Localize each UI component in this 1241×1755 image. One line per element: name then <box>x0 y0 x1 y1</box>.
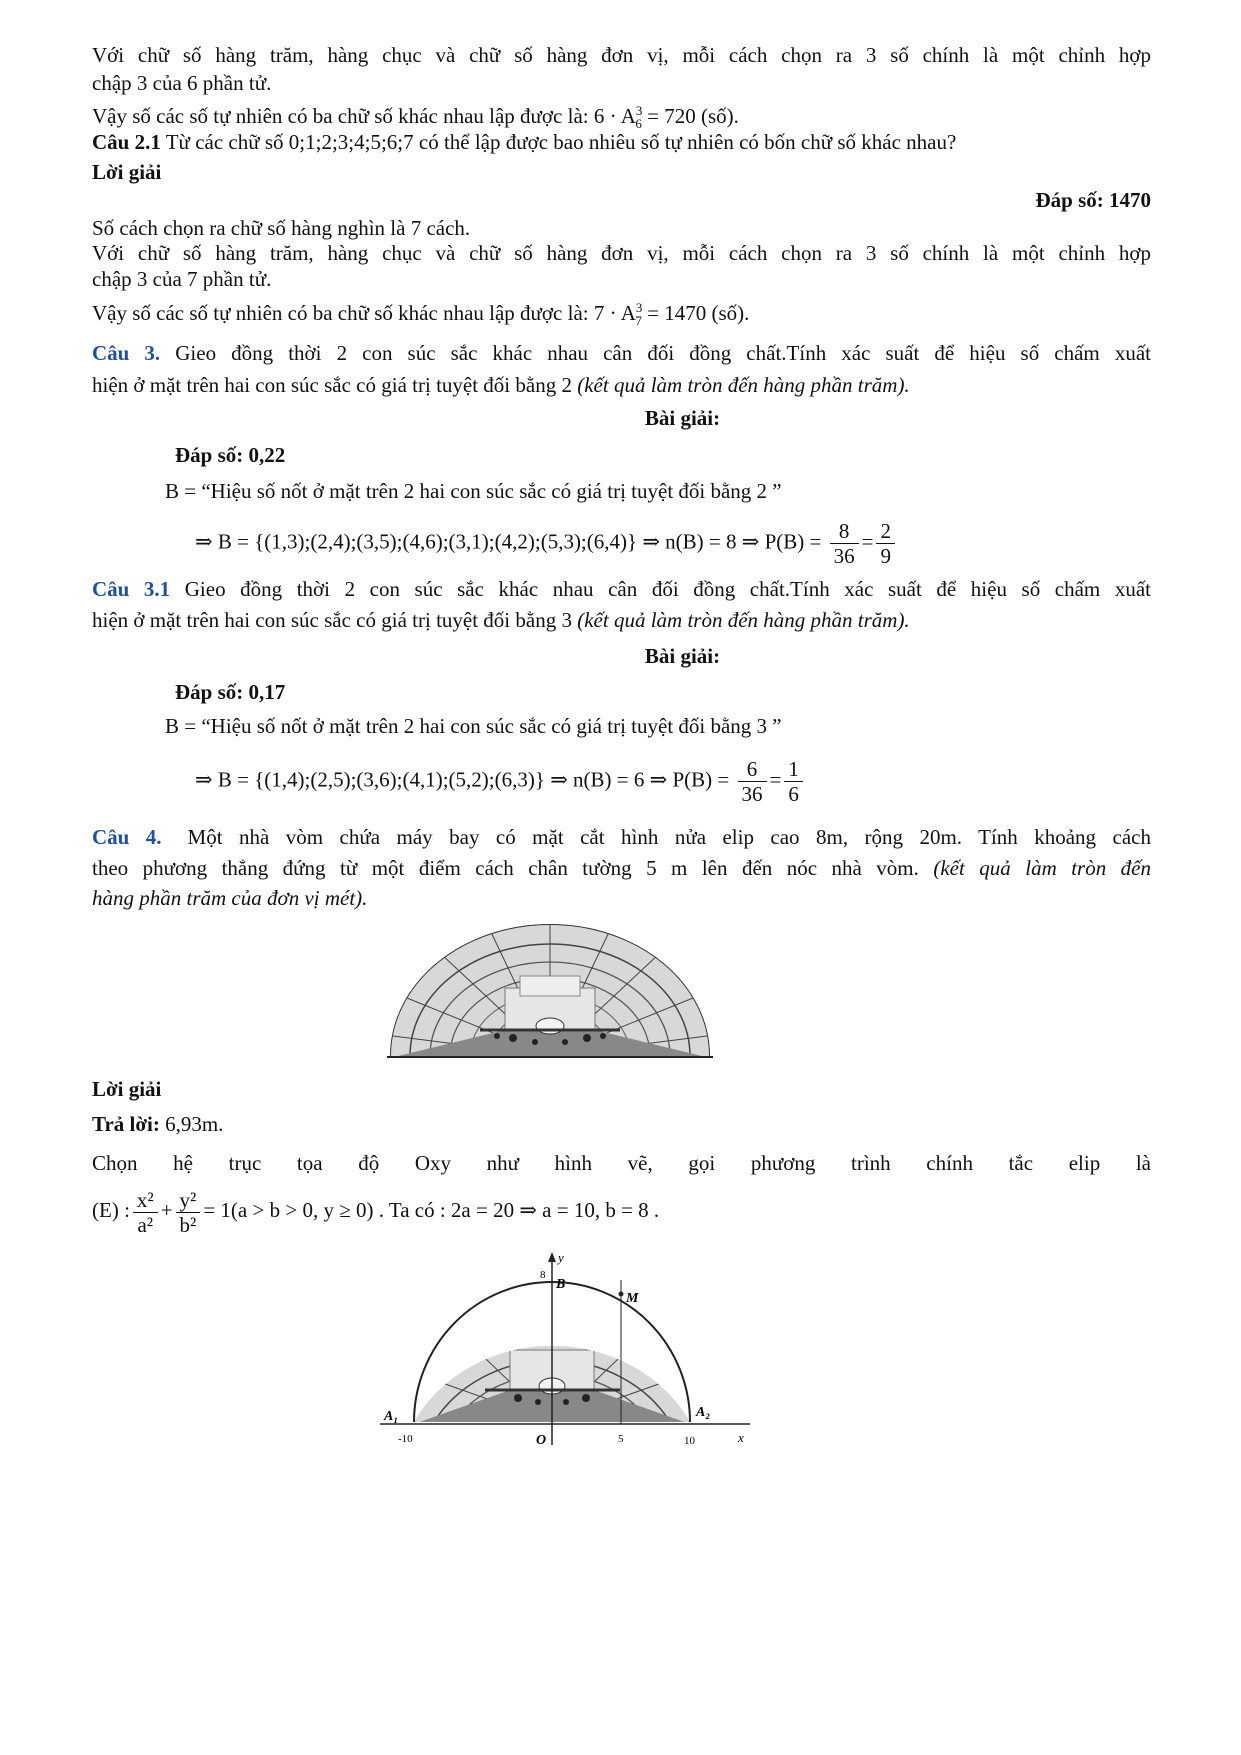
text-line: chập 3 của 6 phần tử. <box>92 71 272 95</box>
answer-value: 6,93m. <box>159 1112 224 1136</box>
x-tick-5: 5 <box>618 1433 624 1445</box>
y-axis-label: y <box>558 1250 564 1265</box>
question-label: Câu 3. <box>92 341 161 365</box>
italic-note: (kết quả làm tròn đến hàng phần trăm). <box>577 373 910 397</box>
text-line <box>92 855 1151 881</box>
question-3 <box>92 340 1151 366</box>
fraction: $\frac{1}{6}$ <box>784 757 803 806</box>
italic-note: (kết quả làm tròn đến hàng phần trăm). <box>577 608 910 632</box>
text-span: theo phương thẳng đứng từ một điểm cách chân tường 5 m lên đến nóc nhà vòm. <box>92 856 934 880</box>
answer-line <box>92 1111 223 1137</box>
text-line: Với chữ số hàng trăm, hàng chục và chữ số hàng đơn vị, mỗi cách chọn ra 3 số chính là một chỉnh hợp <box>92 43 1151 67</box>
math-sub: 7 <box>635 313 642 329</box>
math: = 720 (số). <box>641 104 739 128</box>
answer: Đáp số: 1470 <box>1035 188 1151 212</box>
math: = 1(a > b > 0, y ≥ 0) . Ta có : 2a = 20 ⇒ a = 10, b = 8 . <box>203 1198 660 1222</box>
fraction: $\frac{\text{x²}}{\text{a²}}$ <box>133 1188 158 1237</box>
question-4 <box>92 824 1151 850</box>
italic-note: (kết quả làm tròn đến <box>933 856 1151 880</box>
answer: Đáp số: 0,22 <box>175 443 286 467</box>
math-sup: 3 <box>635 103 643 118</box>
fraction: $\frac{6}{36}$ <box>738 757 767 806</box>
y-tick-label: 8 <box>540 1269 546 1281</box>
hangar-figure <box>385 918 715 1060</box>
answer: Đáp số: 0,17 <box>175 680 286 704</box>
text-line <box>92 607 910 633</box>
event-definition: B = “Hiệu số nốt ở mặt trên 2 hai con súc sắc có giá trị tuyệt đối bằng 2 ” <box>165 479 782 503</box>
fraction: $\frac{\text{y²}}{\text{b²}}$ <box>176 1188 201 1237</box>
fraction: $\frac{8}{36}$ <box>830 519 859 568</box>
text-line: Với chữ số hàng trăm, hàng chục và chữ số hàng đơn vị, mỗi cách chọn ra 3 số chính là một chỉnh hợp <box>92 241 1151 265</box>
question-text: Một nhà vòm chứa máy bay có mặt cắt hình nửa elip cao 8m, rộng 20m. Tính khoảng cách <box>187 825 1151 849</box>
question-text: Gieo đồng thời 2 con súc sắc khác nhau cân đối đồng chất.Tính xác suất để hiệu số chấm xuất <box>170 577 1151 601</box>
x-tick-10: 10 <box>684 1435 695 1447</box>
event-definition: B = “Hiệu số nốt ở mặt trên 2 hai con súc sắc có giá trị tuyệt đối bằng 3 ” <box>165 714 782 738</box>
text-line: chập 3 của 7 phần tử. <box>92 267 272 291</box>
fraction: $\frac{2}{9}$ <box>876 519 895 568</box>
hangar-coordinate-figure <box>370 1250 770 1450</box>
text-span: hiện ở mặt trên hai con súc sắc có giá trị tuyệt đối bằng 3 <box>92 608 578 632</box>
solution-heading: Lời giải <box>92 160 162 184</box>
question-text: Gieo đồng thời 2 con súc sắc khác nhau cân đối đồng chất.Tính xác suất để hiệu số chấm xuất <box>160 341 1151 365</box>
text-line: Chọn hệ trục tọa độ Oxy như hình vẽ, gọi phương trình chính tắc elip là <box>92 1151 1151 1175</box>
question-label: Câu 2.1 <box>92 130 161 154</box>
italic-note: hàng phần trăm của đơn vị mét). <box>92 886 368 910</box>
text-span: hiện ở mặt trên hai con súc sắc có giá trị tuyệt đối bằng 2 <box>92 373 578 397</box>
x-axis-label: x <box>738 1430 744 1445</box>
math-sup: 3 <box>635 300 643 315</box>
question-label: Câu 4. <box>92 825 162 849</box>
text-line <box>92 295 749 334</box>
question-3-1 <box>92 576 1151 602</box>
origin-label: O <box>536 1433 547 1448</box>
solution-heading: Lời giải <box>92 1077 162 1101</box>
math: (E) : <box>92 1198 130 1222</box>
text-line <box>92 372 910 398</box>
math-sub: 6 <box>635 116 642 132</box>
question-label: Câu 3.1 <box>92 577 171 601</box>
math: ⇒ B = {(1,4);(2,5);(3,6);(4,1);(5,2);(6,3)} ⇒ n(B) = 6 ⇒ P(B) = <box>195 767 730 792</box>
math: ⇒ B = {(1,3);(2,4);(3,5);(4,6);(3,1);(4,2);(5,3);(6,4)} ⇒ n(B) = 8 ⇒ P(B) = <box>195 529 822 554</box>
x-tick-neg10: -10 <box>398 1433 413 1445</box>
math: = 1470 (số). <box>641 301 750 325</box>
math-line: ⇒ B = {(1,4);(2,5);(3,6);(4,1);(5,2);(6,3)} ⇒ n(B) = 6 ⇒ P(B) = $\frac{6}{36}$ = $\frac{1}{6}$ <box>195 757 806 806</box>
question-text: Từ các chữ số 0;1;2;3;4;5;6;7 có thể lập được bao nhiêu số tự nhiên có bốn chữ số khác nhau? <box>160 130 957 154</box>
point-m-label: M <box>626 1291 639 1306</box>
solution-heading: Bài giải: <box>644 644 721 668</box>
solution-heading: Bài giải: <box>644 406 721 430</box>
answer-label: Trả lời: <box>92 1112 160 1136</box>
question-2-1 <box>92 129 956 155</box>
point-b-label: B <box>556 1277 566 1292</box>
math: 6 · A <box>593 104 636 128</box>
point-a2-label: A₂ <box>696 1405 711 1420</box>
math: 7 · A <box>593 301 636 325</box>
text-span: Vậy số các số tự nhiên có ba chữ số khác nhau lập được là: <box>92 301 594 325</box>
point-a1-label: A₁ <box>384 1409 399 1424</box>
math-line: ⇒ B = {(1,3);(2,4);(3,5);(4,6);(3,1);(4,2);(5,3);(6,4)} ⇒ n(B) = 8 ⇒ P(B) = $\frac{8}{36}$ = $\frac{2}{9}$ <box>195 519 898 568</box>
text-span: Vậy số các số tự nhiên có ba chữ số khác nhau lập được là: <box>92 104 594 128</box>
text-line: Số cách chọn ra chữ số hàng nghìn là 7 cách. <box>92 216 471 240</box>
ellipse-equation: (E) : $\frac{\text{x²}}{\text{a²}}$ + $\frac{\text{y²}}{\text{b²}}$ = 1(a > b > 0, y ≥ 0) . Ta có : 2a = 20 ⇒ a = 10, b = 8 . <box>92 1187 660 1237</box>
